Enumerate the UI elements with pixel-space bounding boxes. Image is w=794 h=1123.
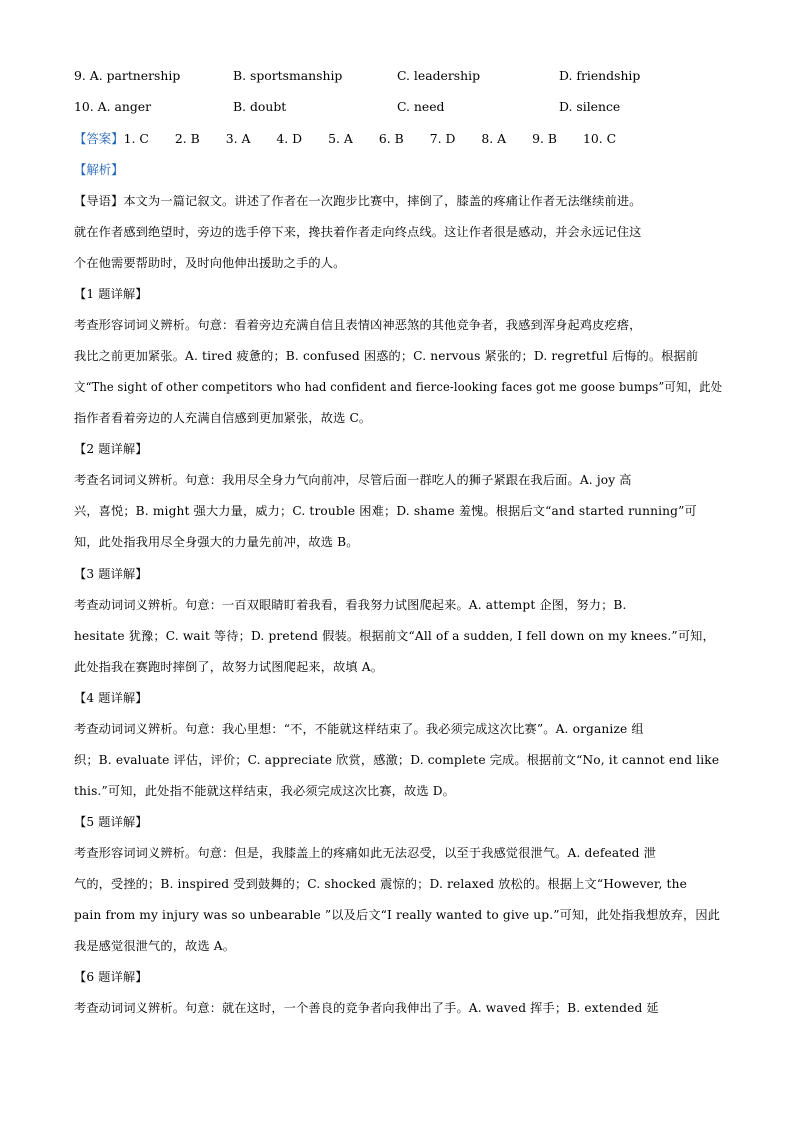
paragraph-line: 考查动词词义辨析。句意：我心里想：“不，不能就这样结束了。我必须完成这次比赛”。A. organize 组 <box>74 722 644 736</box>
paragraph-line: 指作者看着旁边的人充满自信感到更加紧张，故选 C。 <box>74 411 372 425</box>
answer-item: 7. D <box>429 131 456 146</box>
section-heading-3: 【3 题详解】 <box>74 567 148 581</box>
paragraph-line: 知，此处指我用尽全身强大的力量先前冲，故选 B。 <box>74 535 359 549</box>
answer-item: 5. A <box>328 131 353 146</box>
option-row-10 <box>74 97 724 117</box>
paragraph-line: 考查形容词词义辨析。句意：但是，我膝盖上的疼痛如此无法忍受，以至于我感觉很泄气。A. defeated 泄 <box>74 846 656 860</box>
answer-list <box>124 131 643 146</box>
option-d: D. silence <box>559 99 621 114</box>
paragraph-line: 织；B. evaluate 评估，评价；C. appreciate 欣赏，感激；D. complete 完成。根据前文“No, it cannot end like <box>74 753 720 767</box>
answer-item: 8. A <box>481 131 507 146</box>
answer-item: 3. A <box>225 131 251 146</box>
paragraph-line: 考查动词词义辨析。句意：一百双眼睛盯着我看，看我努力试图爬起来。A. attempt 企图，努力；B. <box>74 598 627 612</box>
paragraph-line: 考查动词词义辨析。句意：就在这时，一个善良的竞争者向我伸出了手。A. waved 挥手；B. extended 延 <box>74 1001 659 1015</box>
answer-item: 9. B <box>532 131 557 146</box>
paragraph-line: hesitate 犹豫；C. wait 等待；D. pretend 假装。根据前文“All of a sudden, I fell down on my knees.”可知， <box>74 629 715 643</box>
option-c: C. leadership <box>397 68 481 83</box>
analysis-label: 【解析】 <box>74 162 124 177</box>
option-d: D. friendship <box>559 68 641 83</box>
section-heading-2: 【2 题详解】 <box>74 442 148 456</box>
answer-item: 2. B <box>174 131 200 146</box>
option-b: B. sportsmanship <box>233 68 343 83</box>
option-a: 10. A. anger <box>74 99 152 114</box>
intro-line: 【导语】本文为一篇记叙文。讲述了作者在一次跑步比赛中，摔倒了，膝盖的疼痛让作者无法继续前进。 <box>74 194 642 208</box>
section-heading-5: 【5 题详解】 <box>74 815 148 829</box>
option-b: B. doubt <box>233 99 287 114</box>
paragraph-line: 我比之前更加紧张。A. tired 疲惫的；B. confused 困惑的；C. nervous 紧张的；D. regretful 后悔的。根据前 <box>74 349 699 363</box>
section-heading-1: 【1 题详解】 <box>74 287 148 301</box>
section-heading-6: 【6 题详解】 <box>74 970 148 984</box>
answer-item: 10. C <box>583 131 617 146</box>
paragraph-line: pain from my injury was so unbearable ”以及后文“I really wanted to give up.”可知，此处指我想放弃，因此 <box>74 908 721 922</box>
paragraph-line: 我是感觉很泄气的，故选 A。 <box>74 939 236 953</box>
option-c: C. need <box>397 99 445 114</box>
answer-item: 4. D <box>276 131 303 146</box>
answer-item: 6. B <box>378 131 404 146</box>
paragraph-line: 气的，受挫的；B. inspired 受到鼓舞的；C. shocked 震惊的；D. relaxed 放松的。根据上文“However, the <box>74 877 687 891</box>
answer-label: 【答案】 <box>74 131 124 146</box>
option-a: 9. A. partnership <box>74 68 181 83</box>
paragraph-line: 考查名词词义辨析。句意：我用尽全身力气向前冲，尽管后面一群吃人的狮子紧跟在我后面。A. joy 高 <box>74 473 632 487</box>
option-row-9 <box>74 66 724 86</box>
paragraph-line: 考查形容词词义辨析。句意：看着旁边充满自信且表情凶神恶煞的其他竞争者，我感到浑身起鸡皮疙瘩， <box>74 318 642 332</box>
section-heading-4: 【4 题详解】 <box>74 691 148 705</box>
paragraph-line: 兴，喜悦；B. might 强大力量，威力；C. trouble 困难；D. shame 羞愧。根据后文“and started running”可 <box>74 504 697 518</box>
intro-line: 个在他需要帮助时，及时向他伸出援助之手的人。 <box>74 256 346 270</box>
paragraph-line: 文“The sight of other competitors who had confident and fierce-looking faces got me goose bumps”可知，此处 <box>74 380 723 394</box>
intro-line: 就在作者感到绝望时，旁边的选手停下来，搀扶着作者走向终点线。这让作者很是感动，并会永远记住这 <box>74 225 642 239</box>
paragraph-line: 此处指我在赛跑时摔倒了，故努力试图爬起来，故填 A。 <box>74 660 384 674</box>
paragraph-line: this.”可知，此处指不能就这样结束，我必须完成这次比赛，故选 D。 <box>74 784 455 798</box>
answer-item: 1. C <box>123 131 149 146</box>
answer-line <box>74 129 642 149</box>
